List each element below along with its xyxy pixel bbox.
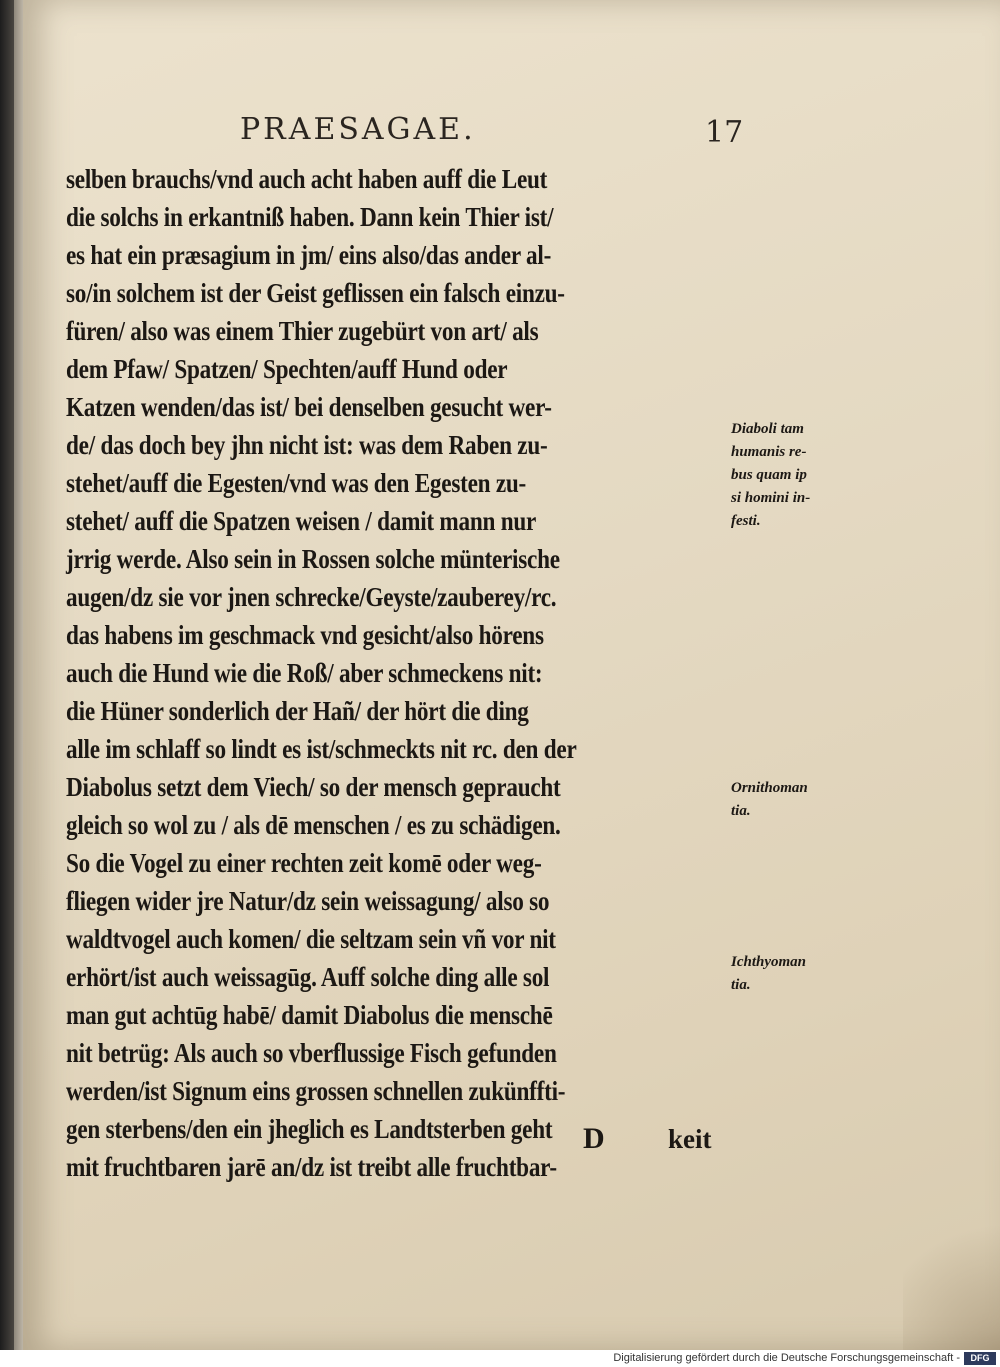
text-line: Katzen wenden/das ist/ bei denselben gesucht wer- [66,392,552,422]
marginal-line: Ornithoman [731,780,808,796]
text-line: waldtvogel auch komen/ die seltzam sein vñ vor nit [66,924,556,954]
text-line: das habens im geschmack vnd gesicht/also hörens [66,620,544,650]
text-line: werden/ist Signum eins grossen schnellen zukünffti- [66,1076,566,1106]
text-line: so/in solchem ist der Geist geflissen ein falsch einzu- [66,278,565,308]
marginal-line: si homini in- [731,490,811,506]
page-corner-shadow [903,1200,1000,1350]
text-line: augen/dz sie vor jnen schrecke/Geyste/zauberey/rc. [66,582,557,612]
page-gutter [14,0,23,1350]
text-line: nit betrüg: Als auch so vberflussige Fisch gefunden [66,1038,557,1068]
text-line: füren/ also was einem Thier zugebürt von art/ als [66,316,539,346]
text-line: gen sterbens/den ein jheglich es Landtsterben geht [66,1114,553,1144]
catchword: keit [668,1124,712,1154]
footer-bar [0,1350,1000,1367]
text-line: jrrig werde. Also sein in Rossen solche münterische [66,544,560,574]
running-head: PRAESAGAE. [240,112,476,147]
marginal-line: bus quam ip [731,467,807,483]
book-edge [0,0,14,1350]
text-line: stehet/auff die Egesten/vnd was den Egesten zu- [66,468,527,498]
text-line: man gut achtūg habē/ damit Diabolus die menschē [66,1000,553,1030]
marginal-line: Diaboli tam [731,421,804,437]
text-line: So die Vogel zu einer rechten zeit komē oder weg- [66,848,542,878]
text-line: stehet/ auff die Spatzen weisen / damit mann nur [66,506,537,536]
dfg-logo: DFG [964,1352,996,1365]
text-line: de/ das doch bey jhn nicht ist: was dem Raben zu- [66,430,548,460]
text-line: es hat ein præsagium in jm/ eins also/das ander al- [66,240,552,270]
text-line: dem Pfaw/ Spatzen/ Spechten/auff Hund oder [66,354,508,384]
text-line: die Hüner sonderlich der Hañ/ der hört die ding [66,696,529,726]
marginal-note [731,418,810,533]
text-line: fliegen wider jre Natur/dz sein weissagung/ also so [66,886,550,916]
marginal-line: Ichthyoman [731,954,807,970]
signature-mark: D [583,1122,605,1155]
marginal-line: tia. [731,977,751,993]
marginal-line: tia. [731,803,751,819]
text-line: erhört/ist auch weissagūg. Auff solche ding alle sol [66,962,550,992]
text-line: Diabolus setzt dem Viech/ so der mensch gepraucht [66,772,561,802]
catchwords [575,1122,725,1162]
text-line: alle im schlaff so lindt es ist/schmeckts nit rc. den der [66,734,577,764]
marginal-line: festi. [731,513,761,529]
marginal-note [731,777,808,823]
text-line: die solchs in erkantniß haben. Dann kein Thier ist/ [66,202,554,232]
text-line: auch die Hund wie die Roß/ aber schmeckens nit: [66,658,543,688]
body-text [66,160,730,1186]
marginal-line: humanis re- [731,444,807,460]
text-line: selben brauchs/vnd auch acht haben auff die Leut [66,164,548,194]
text-line: mit fruchtbaren jarē an/dz ist treibt alle fruchtbar- [66,1152,557,1182]
text-line: gleich so wol zu / als dē menschen / es zu schädigen. [66,810,561,840]
page-number: 17 [705,115,744,150]
funding-notice: Digitalisierung gefördert durch die Deutsche Forschungsgemeinschaft - [613,1352,960,1364]
marginal-note [731,951,806,997]
